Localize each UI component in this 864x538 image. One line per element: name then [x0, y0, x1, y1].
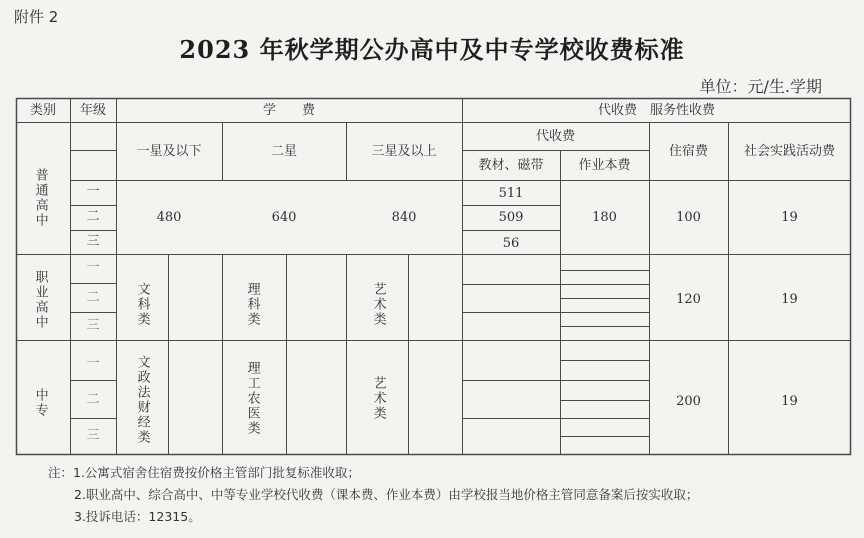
general-grade-3: 三 [86, 234, 100, 249]
general-grade-2: 二 [86, 209, 100, 224]
note-1: 注：1.公寓式宿舍住宿费按价格主管部门批复标准收取； [48, 465, 360, 480]
secondary-grade-1: 一 [86, 356, 100, 371]
general-workbook: 180 [592, 210, 617, 225]
header-social: 社会实践活动费 [743, 144, 835, 159]
header-workbook: 作业本费 [578, 158, 631, 173]
header-agency: 代收费 [535, 129, 575, 144]
unit-label: 单位：元/生.学期 [699, 77, 822, 96]
header-star2: 二星 [270, 144, 297, 159]
header-textbook: 教材、磁带 [478, 158, 544, 173]
header-star3: 三星及以上 [371, 144, 437, 159]
secondary-major-1: 文政法财经类 [134, 355, 150, 445]
header-tuition: 学 费 [262, 103, 315, 118]
secondary-grade-3: 三 [86, 428, 100, 443]
category-secondary: 中专 [32, 388, 48, 418]
secondary-major-2: 理工农医类 [244, 360, 260, 436]
vocational-major-1: 文科类 [134, 281, 150, 327]
note-3: 3.投诉电话：12315。 [74, 509, 201, 524]
note-2: 2.职业高中、综合高中、中等专业学校代收费（课本费、作业本费）由学校报当地价格主管同意备案后按实收取； [74, 487, 699, 502]
vocational-social: 19 [781, 292, 798, 307]
general-tuition-star3: 840 [391, 210, 417, 225]
header-category: 类别 [29, 103, 56, 118]
secondary-social: 19 [781, 394, 798, 409]
header-grade: 年级 [79, 103, 106, 118]
header-star1: 一星及以下 [136, 144, 202, 159]
page-title: 2023 年秋学期公办高中及中专学校收费标准 [179, 35, 685, 64]
vocational-dorm: 120 [676, 292, 701, 307]
general-dorm: 100 [676, 210, 701, 225]
header-agency-service: 代收费 服务性收费 [597, 103, 715, 118]
secondary-major-3: 艺术类 [370, 375, 386, 421]
general-tuition-star2: 640 [271, 210, 297, 225]
attachment-label: 附件 2 [14, 8, 59, 26]
general-tuition-star1: 480 [156, 210, 182, 225]
header-dorm: 住宿费 [668, 144, 708, 159]
general-textbook-3: 56 [502, 236, 520, 251]
vocational-major-2: 理科类 [244, 281, 260, 327]
vocational-grade-1: 一 [86, 260, 100, 275]
vocational-grade-3: 三 [86, 318, 100, 333]
general-grade-1: 一 [86, 184, 100, 199]
category-general: 普通高中 [32, 168, 48, 228]
general-textbook-2: 509 [498, 210, 524, 225]
secondary-grade-2: 二 [86, 392, 100, 407]
general-social: 19 [781, 210, 798, 225]
general-textbook-1: 511 [498, 186, 524, 201]
secondary-dorm: 200 [676, 394, 701, 409]
vocational-grade-2: 二 [86, 290, 100, 305]
notes [48, 462, 698, 528]
category-vocational: 职业高中 [32, 270, 48, 330]
vocational-major-3: 艺术类 [370, 281, 386, 327]
